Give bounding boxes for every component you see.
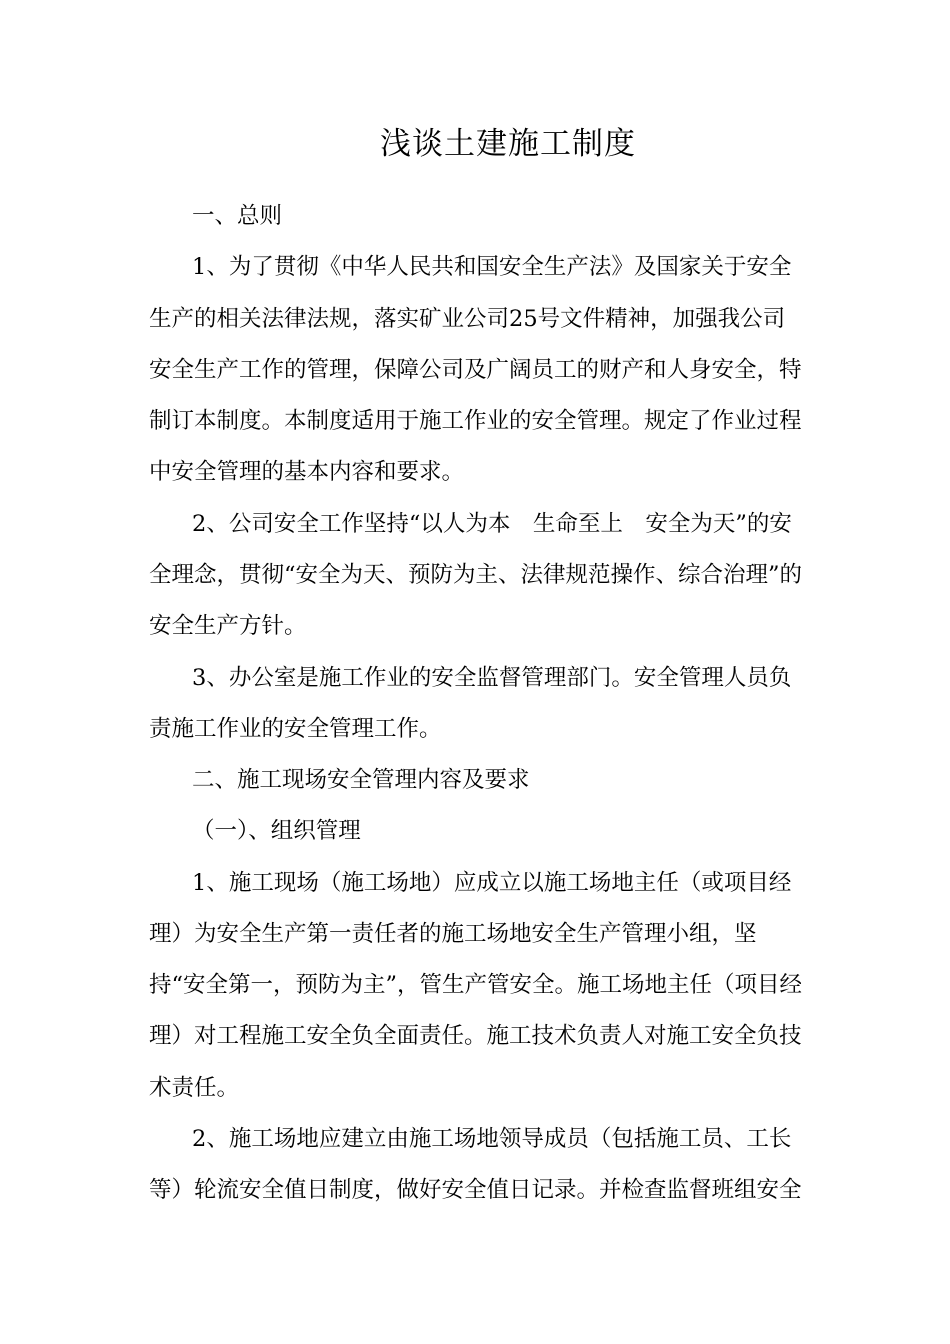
document-title: 浅谈土建施工制度 [380, 126, 636, 162]
paragraph-line: 理）为安全生产第一责任者的施工场地安全生产管理小组，坚 [149, 921, 757, 947]
section-heading-general: 一、总则 [192, 203, 283, 229]
paragraph-line: 等）轮流安全值日制度，做好安全值日记录。并检查监督班组安全 [149, 1177, 802, 1203]
paragraph-line: 中安全管理的基本内容和要求。 [149, 459, 465, 485]
paragraph-line: 安全生产方针。 [149, 613, 307, 639]
paragraph-line: 安全生产工作的管理，保障公司及广阔员工的财产和人身安全，特 [149, 357, 802, 383]
subsection-heading-organization: （一）、组织管理 [192, 818, 361, 844]
paragraph-line: 1、施工现场（施工场地）应成立以施工场地主任（或项目经 [192, 870, 792, 896]
paragraph-line: 生产的相关法律法规，落实矿业公司25号文件精神，加强我公司 [149, 306, 786, 332]
paragraph-line: 制订本制度。本制度适用于施工作业的安全管理。规定了作业过程 [149, 408, 802, 434]
section-heading-site-safety: 二、施工现场安全管理内容及要求 [192, 767, 530, 793]
paragraph-line: 全理念，贯彻“安全为天、预防为主、法律规范操作、综合治理”的 [149, 562, 803, 588]
paragraph-line: 责施工作业的安全管理工作。 [149, 716, 442, 742]
paragraph-line: 2、施工场地应建立由施工场地领导成员（包括施工员、工长 [192, 1126, 792, 1152]
paragraph-line: 3、办公室是施工作业的安全监督管理部门。安全管理人员负 [192, 665, 792, 691]
paragraph-line: 持“安全第一，预防为主”，管生产管安全。施工场地主任（项目经 [149, 972, 803, 998]
paragraph-line: 1、为了贯彻《中华人民共和国安全生产法》及国家关于安全 [192, 254, 792, 280]
paragraph-line: 2、公司安全工作坚持“以人为本 生命至上 安全为天”的安 [192, 511, 792, 537]
paragraph-line: 理）对工程施工安全负全面责任。施工技术负责人对施工安全负技 [149, 1023, 802, 1049]
paragraph-line: 术责任。 [149, 1075, 240, 1101]
